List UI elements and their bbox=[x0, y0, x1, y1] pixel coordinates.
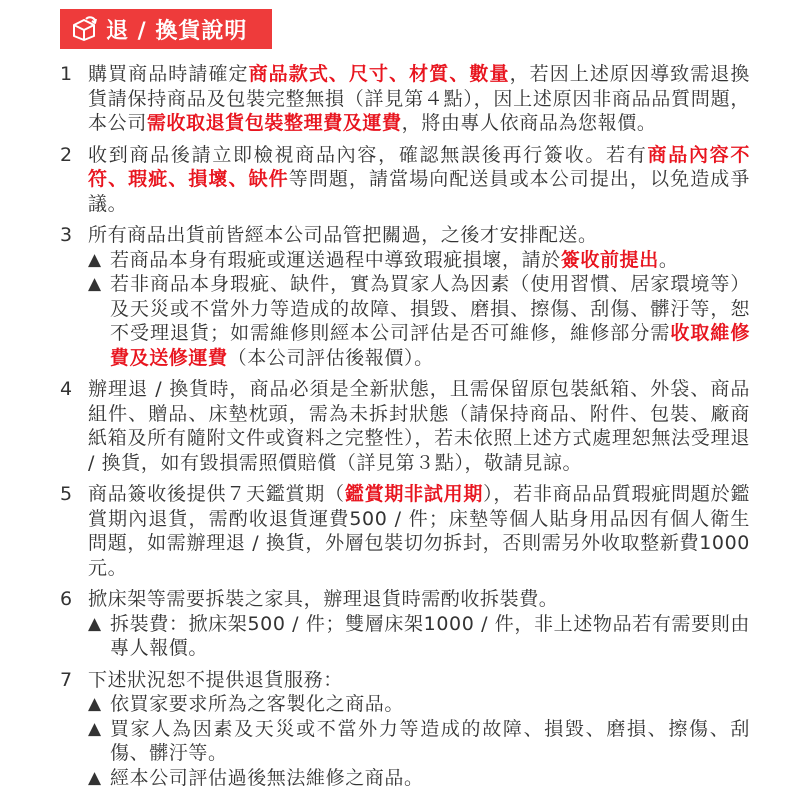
triangle-bullet-icon: ▲ bbox=[88, 249, 102, 270]
body-text: 依買家要求所為之客製化之商品。 bbox=[110, 693, 405, 715]
sub-item-text bbox=[110, 766, 750, 791]
body-text: 下述狀況恕不提供退貨服務： bbox=[88, 668, 343, 691]
policy-item-4 bbox=[60, 377, 750, 475]
item-text bbox=[88, 223, 750, 248]
body-text: 收到商品後請立即檢視商品內容，確認無誤後再行簽收。若有 bbox=[88, 143, 648, 166]
policy-item-1 bbox=[60, 62, 750, 136]
body-text: ，若因上述原因導致需退換貨請保持商品及包裝完整無損（詳見第４點），因上述原因非商品品質問題，本公司 bbox=[88, 63, 750, 134]
policy-item-2 bbox=[60, 143, 750, 217]
item-number: 6 bbox=[60, 588, 73, 610]
sub-item bbox=[88, 692, 750, 717]
sub-item bbox=[88, 248, 750, 273]
item-text bbox=[88, 668, 750, 693]
triangle-bullet-icon: ▲ bbox=[88, 767, 102, 788]
sub-item bbox=[88, 612, 750, 661]
page-title: 退 / 換貨說明 bbox=[106, 18, 248, 44]
body-text: 若非商品本身瑕疵、缺件，實為買家人為因素（使用習慣、居家環境等）及天災或不當外力等造成的故障、損毀、磨損、擦傷、刮傷、髒汙等，恕不受理退貨；如需維修則經本公司評估是否可維修，維修部分需 bbox=[110, 273, 750, 344]
item-number: 7 bbox=[60, 668, 73, 691]
sub-item bbox=[88, 766, 750, 791]
body-text: （本公司評估後報價）。 bbox=[227, 346, 434, 369]
sub-item-text bbox=[110, 717, 750, 766]
highlight-text: 商品內容不符、瑕疵、損壞、缺件 bbox=[88, 143, 750, 190]
sub-item bbox=[88, 717, 750, 766]
item-number: 3 bbox=[60, 224, 73, 246]
policy-item-6 bbox=[60, 587, 750, 661]
body-text: ，將由專人依商品為您報價。 bbox=[401, 112, 657, 134]
item-text bbox=[88, 143, 750, 217]
sub-item-text bbox=[110, 692, 750, 717]
item-number: 4 bbox=[60, 378, 73, 400]
triangle-bullet-icon: ▲ bbox=[88, 718, 102, 739]
sub-item bbox=[88, 272, 750, 370]
box-return-icon bbox=[70, 15, 98, 43]
body-text: 掀床架等需要拆裝之家具，辦理退貨時需酌收拆裝費。 bbox=[88, 588, 559, 610]
highlight-text: 商品款式、尺寸、材質、數量 bbox=[248, 63, 510, 85]
sub-item-text bbox=[110, 248, 750, 273]
triangle-bullet-icon: ▲ bbox=[88, 613, 102, 634]
triangle-bullet-icon: ▲ bbox=[88, 274, 102, 294]
body-text: 若商品本身有瑕疵或運送過程中導致瑕疵損壞，請於 bbox=[110, 248, 561, 271]
body-text: 商品簽收後提供７天鑑賞期（ bbox=[88, 483, 345, 505]
item-text bbox=[88, 62, 750, 136]
item-number: 1 bbox=[60, 63, 73, 85]
policy-item-5 bbox=[60, 482, 750, 580]
sub-item-text bbox=[110, 272, 750, 370]
highlight-text: 收取維修費及送修運費 bbox=[110, 322, 750, 369]
highlight-text: 鑑賞期非試用期 bbox=[344, 483, 484, 505]
body-text: 所有商品出貨前皆經本公司品管把關過，之後才安排配送。 bbox=[88, 224, 598, 246]
body-text: 購買商品時請確定 bbox=[88, 63, 249, 85]
body-text: 拆裝費：掀床架500 / 件；雙層床架1000 / 件，非上述物品若有需要則由專人報價。 bbox=[110, 612, 750, 659]
item-text bbox=[88, 587, 750, 612]
body-text: 買家人為因素及天災或不當外力等造成的故障、損毀、磨損、擦傷、刮傷、髒汙等。 bbox=[110, 717, 750, 764]
item-text bbox=[88, 377, 750, 475]
body-text: ），若非商品品質瑕疵問題於鑑賞期內退貨，需酌收退貨運費500 / 件；床墊等個人貼身用品因有個人衛生問題，如需辦理退 / 換貨，外層包裝切勿拆封，否則需另外收取整新費1000元。 bbox=[88, 483, 750, 579]
item-number: 5 bbox=[60, 483, 73, 505]
body-text: 。 bbox=[658, 248, 679, 271]
policy-item-7 bbox=[60, 668, 750, 791]
highlight-text: 簽收前提出 bbox=[560, 248, 659, 271]
section-header bbox=[60, 9, 272, 49]
body-text: 辦理退 / 換貨時，商品必須是全新狀態，且需保留原包裝紙箱、外袋、商品組件、贈品、床墊枕頭，需為未拆封狀態（請保持商品、附件、包裝、廠商紙箱及所有隨附文件或資料之完整性），若未依照上述方式處理恕無法受理退 / 換貨，如有毀損需照價賠償（詳見第３點），敬請見諒。 bbox=[88, 378, 750, 474]
item-text bbox=[88, 482, 750, 580]
sub-item-text bbox=[110, 612, 750, 661]
policy-item-3 bbox=[60, 223, 750, 370]
body-text: 等問題，請當場向配送員或本公司提出，以免造成爭議。 bbox=[88, 168, 750, 215]
triangle-bullet-icon: ▲ bbox=[88, 694, 102, 714]
policy-list bbox=[60, 62, 750, 797]
highlight-text: 需收取退貨包裝整理費及運費 bbox=[146, 112, 402, 134]
body-text: 經本公司評估過後無法維修之商品。 bbox=[110, 766, 424, 789]
item-number: 2 bbox=[60, 143, 73, 166]
